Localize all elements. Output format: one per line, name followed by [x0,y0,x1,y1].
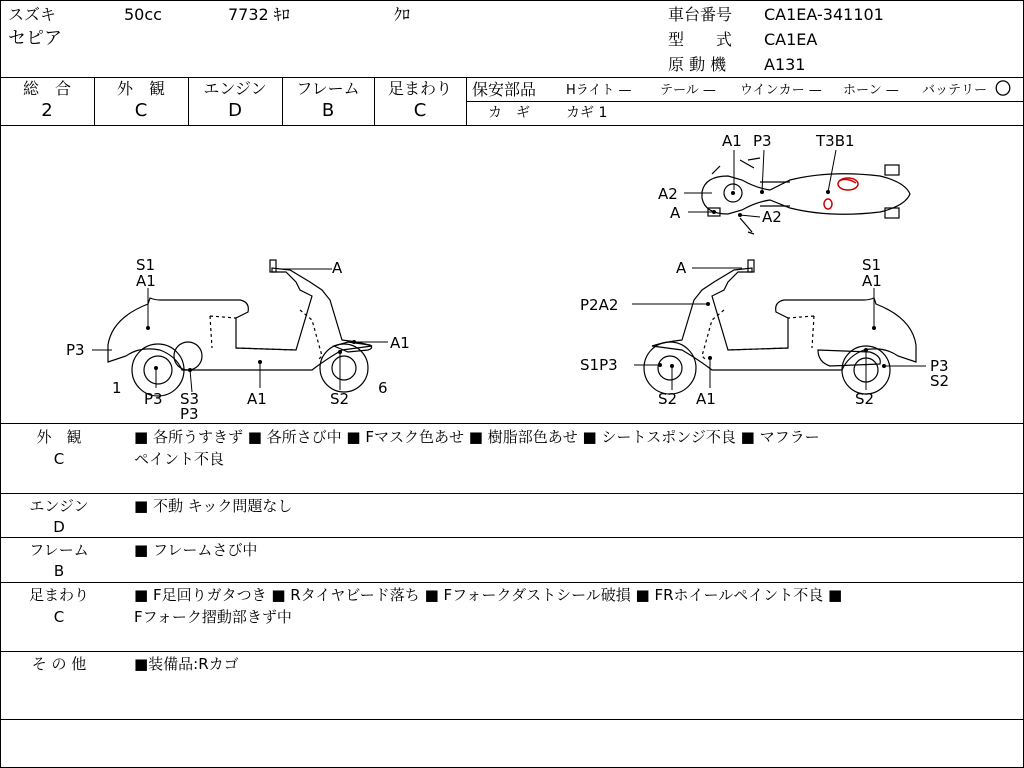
divider [466,77,467,125]
section-suspension-label: 足まわり [28,586,89,604]
maker: スズキ [8,5,57,24]
right-label-s2-rear1: S2 [930,372,950,390]
safety-tail: テール — [660,83,716,98]
grade-suspension-label: 足まわり [387,79,452,98]
section-suspension-line2: Fフォーク摺動部きず中 [134,608,292,626]
top-label-a1: A1 [722,132,742,150]
section-frame-line1: ■ フレームさび中 [134,541,258,559]
chassis-label: 車台番号 [668,5,733,24]
section-engine-grade: D [53,518,65,536]
divider [0,651,1023,652]
right-label-s2-rear2: S2 [855,390,875,408]
right-label-s2-front: S2 [658,390,678,408]
mileage: 7732 ｷﾛ [228,5,290,24]
type-value: CA1EA [764,30,818,49]
right-label-a1-top: A1 [862,272,882,290]
left-label-6: 6 [378,379,388,397]
safety-winker: ウインカー — [740,83,822,98]
safety-title: 保安部品 [472,80,537,99]
left-label-s3: S3 [180,390,200,408]
left-label-s2: S2 [330,390,350,408]
engine-value: A131 [764,55,806,74]
section-frame-label: フレーム [29,541,89,559]
divider [466,101,1023,102]
divider [0,537,1023,538]
grade-frame-label: フレーム [296,79,360,98]
divider [0,719,1023,720]
battery-ok-mark: 〇 [995,79,1012,98]
grade-exterior-value: C [134,100,148,121]
engine-label: 原 動 機 [668,55,727,74]
right-label-s1p3: S1P3 [580,356,618,374]
safety-battery: バッテリー [922,83,988,98]
grade-engine-label: エンジン [203,79,267,98]
section-suspension-grade: C [53,608,65,626]
left-label-a-handle: A [332,259,343,277]
scooter-top-view [702,158,910,234]
safety-horn: ホーン — [843,83,899,98]
section-frame-grade: B [53,562,65,580]
section-other-line1: ■装備品:Rカゴ [134,655,239,673]
top-label-p3: P3 [753,132,772,150]
left-label-p3: P3 [66,341,85,359]
type-label: 型 式 [668,30,733,49]
grade-total-value: 2 [41,100,53,121]
top-label-a: A [670,204,681,222]
key-label: カ ギ [488,105,530,121]
right-label-p2a2: P2A2 [580,296,619,314]
divider [0,493,1023,494]
divider [0,582,1023,583]
grade-engine-value: D [228,100,242,121]
left-label-p3-sub: P3 [180,405,199,422]
right-label-p3-rear: P3 [930,357,949,375]
left-label-a1-floor: A1 [247,390,267,408]
section-exterior-grade: C [53,450,65,468]
left-label-a1-right: A1 [390,334,410,352]
top-label-a2-bottom: A2 [762,208,782,226]
left-label-s1: S1 [136,256,156,274]
section-exterior-label: 外 観 [36,428,82,446]
section-suspension-line1: ■ F足回りガタつき ■ Rタイヤビード落ち ■ Fフォークダストシール破損 ■ FRホイールペイント不良 ■ [134,586,843,604]
key-value: カギ 1 [566,105,608,121]
left-label-p3-wheel: P3 [144,390,163,408]
safety-headlight: Hライト — [566,83,632,98]
right-label-s1: S1 [862,256,882,274]
model-name: セピア [8,28,62,49]
top-label-t3b1: T3B1 [816,132,855,150]
left-label-1: 1 [112,379,122,397]
grade-total-label: 総 合 [22,79,71,98]
section-other-label: そ の 他 [31,655,87,673]
section-engine-line1: ■ 不動 キック問題なし [134,497,293,515]
chassis-value: CA1EA-341101 [764,5,884,24]
grade-exterior-label: 外 観 [116,79,165,98]
damage-diagram [0,126,1022,422]
right-label-a-handle: A [676,259,687,277]
color: ｸﾛ [394,5,411,24]
top-label-a2-left: A2 [658,185,678,203]
divider [0,77,1023,78]
left-label-a1-top: A1 [136,272,156,290]
grade-frame-value: B [321,100,335,121]
section-exterior-line2: ペイント不良 [134,450,225,468]
displacement: 50cc [124,5,162,24]
section-exterior-line1: ■ 各所うすきず ■ 各所さび中 ■ Fマスク色あせ ■ 樹脂部色あせ ■ シートスポンジ不良 ■ マフラー [134,428,820,446]
right-label-a1-front: A1 [696,390,716,408]
section-engine-label: エンジン [29,497,89,515]
divider [0,423,1023,424]
grade-suspension-value: C [413,100,427,121]
